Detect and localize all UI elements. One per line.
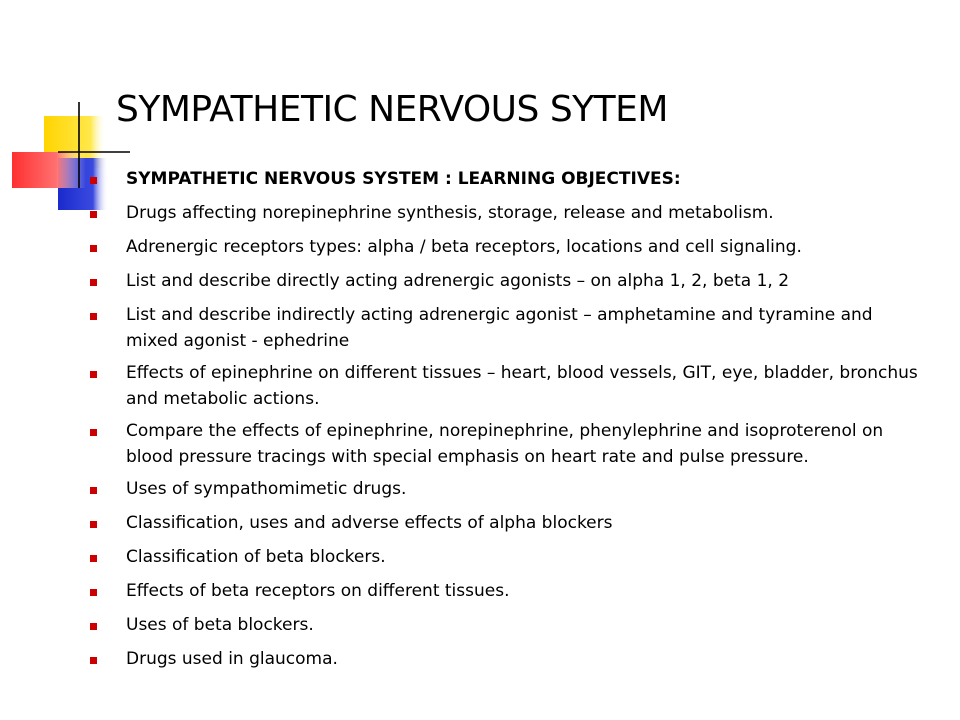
list-item-text: Effects of epinephrine on different tissues – heart, blood vessels, GIT, eye, bladder, bronchus and metabolic actions.	[126, 363, 918, 409]
bullet-square-icon	[90, 371, 97, 378]
objectives-list	[88, 166, 918, 680]
list-item-text: List and describe directly acting adrenergic agonists – on alpha 1, 2, beta 1, 2	[126, 271, 790, 291]
list-item-text: Compare the effects of epinephrine, norepinephrine, phenylephrine and isoproterenol on blood pressure tracings with special emphasis on heart rate and pulse pressure.	[126, 421, 884, 467]
bullet-square-icon	[90, 487, 97, 494]
list-item	[88, 166, 918, 192]
list-item-text: Effects of beta receptors on different tissues.	[126, 581, 510, 601]
slide-title: SYMPATHETIC NERVOUS SYTEM	[116, 89, 668, 130]
list-item	[88, 646, 918, 672]
bullet-square-icon	[90, 211, 97, 218]
list-item-text: SYMPATHETIC NERVOUS SYSTEM : LEARNING OBJECTIVES:	[126, 169, 681, 189]
bullet-square-icon	[90, 623, 97, 630]
list-item-text: Adrenergic receptors types: alpha / beta receptors, locations and cell signaling.	[126, 237, 802, 257]
list-item	[88, 578, 918, 604]
bullet-square-icon	[90, 429, 97, 436]
bullet-square-icon	[90, 177, 97, 184]
list-item-text: Classification, uses and adverse effects of alpha blockers	[126, 513, 613, 533]
list-item	[88, 510, 918, 536]
list-item	[88, 302, 918, 354]
list-item-text: Drugs used in glaucoma.	[126, 649, 338, 669]
list-item-text: Classification of beta blockers.	[126, 547, 386, 567]
red-square	[12, 152, 86, 188]
list-item	[88, 544, 918, 570]
bullet-square-icon	[90, 657, 97, 664]
list-item	[88, 234, 918, 260]
bullet-square-icon	[90, 589, 97, 596]
bullet-square-icon	[90, 245, 97, 252]
list-item	[88, 418, 918, 470]
list-item	[88, 200, 918, 226]
list-item	[88, 476, 918, 502]
bullet-square-icon	[90, 555, 97, 562]
bullet-square-icon	[90, 313, 97, 320]
list-item	[88, 360, 918, 412]
list-item-text: Uses of beta blockers.	[126, 615, 314, 635]
list-item-text: List and describe indirectly acting adrenergic agonist – amphetamine and tyramine and mixed agonist - ephedrine	[126, 305, 873, 351]
list-item	[88, 612, 918, 638]
list-item	[88, 268, 918, 294]
bullet-square-icon	[90, 279, 97, 286]
list-item-text: Drugs affecting norepinephrine synthesis, storage, release and metabolism.	[126, 203, 774, 223]
bullet-square-icon	[90, 521, 97, 528]
list-item-text: Uses of sympathomimetic drugs.	[126, 479, 407, 499]
